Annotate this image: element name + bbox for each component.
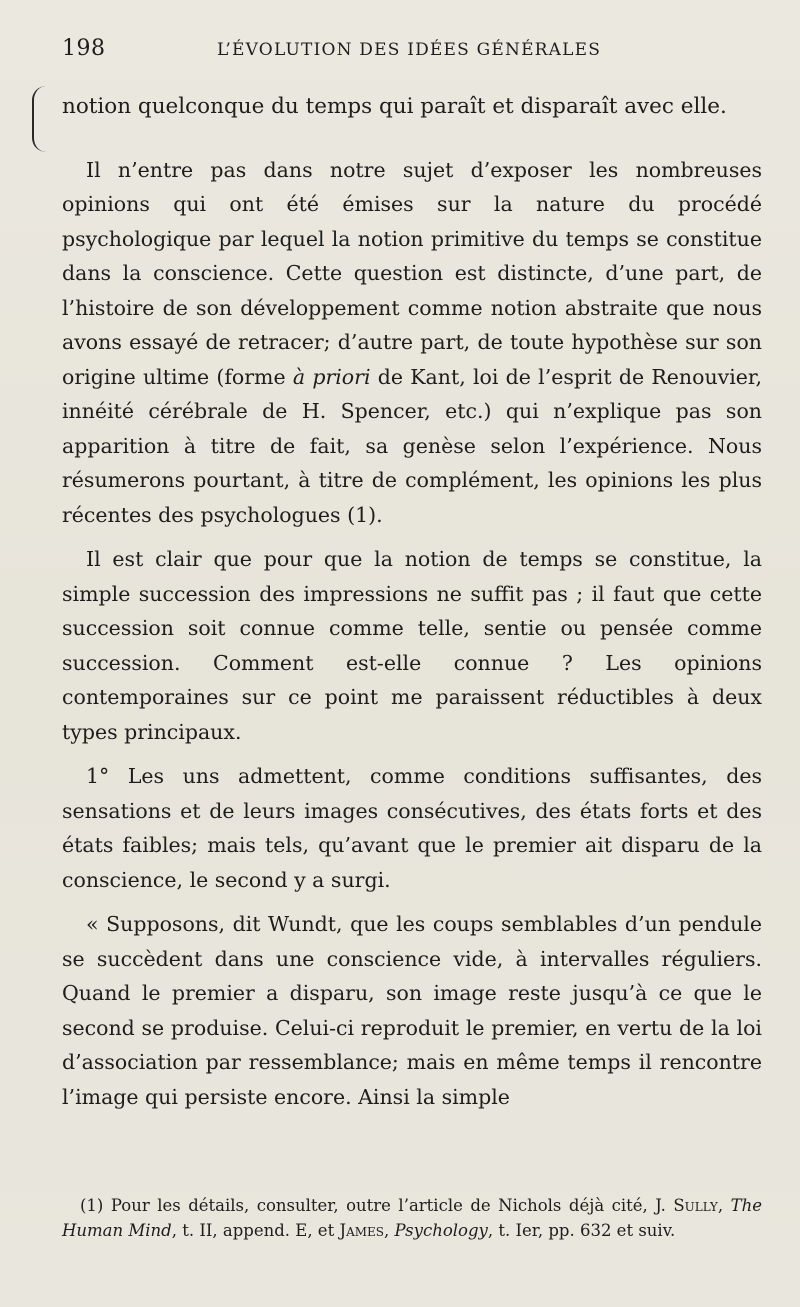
page-number: 198 bbox=[62, 36, 106, 61]
book-title-human-mind: The Human Mind bbox=[62, 1196, 762, 1240]
paragraph-opinions bbox=[62, 153, 762, 533]
paragraph-wundt-quote: « Supposons, dit Wundt, que les coups semblables d’un pendule se succèdent dans une conscience vide, à intervalles réguliers. Quand le premier a disparu, son image reste jusqu’à ce que le second se produise. Celui-ci reproduit le premier, en vertu de la loi d’association par ressemblance; mais en même temps il rencontre l’image qui persiste encore. Ainsi la simple bbox=[62, 912, 762, 1109]
footnote-text: (1) Pour les détails, consulter, outre l’article de Nichols déjà cité, J. bbox=[80, 1196, 674, 1215]
page-header bbox=[62, 36, 760, 66]
paragraph-text: Il n’entre pas dans notre sujet d’exposer les nombreuses opinions qui ont été émises sur la nature du procédé psychologique par lequel la notion primitive du temps se constitue dans la conscience. Cette question est distincte, d’une part, de l’histoire de son développement comme notion abstraite que nous avons essayé de retracer; d’autre part, de toute hypothèse sur son origine ultime (forme bbox=[62, 157, 762, 389]
margin-bracket-mark bbox=[32, 86, 48, 152]
author-sully: Sully bbox=[673, 1196, 718, 1215]
footnotes bbox=[62, 1193, 762, 1243]
footnote-text: , bbox=[717, 1196, 731, 1215]
paragraph-continuation: notion quelconque du temps qui paraît et disparaît avec elle. bbox=[62, 94, 727, 119]
footnote-1 bbox=[62, 1193, 762, 1243]
book-title-psychology: Psychology bbox=[394, 1221, 488, 1240]
paragraph-text: de Kant, loi de l’esprit de Renouvier, innéité cérébrale de H. Spencer, etc.) qui n’explique pas son apparition à titre de fait, sa genèse selon l’expérience. Nous résumerons pourtant, à titre de complément, les opinions les plus récentes des psychologues (1). bbox=[62, 364, 762, 527]
footnote-text: , t. Ier, pp. 632 et suiv. bbox=[487, 1221, 676, 1240]
italic-term: à priori bbox=[292, 364, 371, 389]
footnote-text: , t. II, append. E, et bbox=[171, 1221, 340, 1240]
paragraph-succession: Il est clair que pour que la notion de temps se constitue, la simple succession des impressions ne suffit pas ; il faut que cette succession soit connue comme telle, sentie ou pensée comme succession. Comment est-elle connue ? Les opinions contemporaines sur ce point me paraissent réductibles à deux types principaux. bbox=[62, 547, 762, 744]
paragraph-first-type: 1° Les uns admettent, comme conditions suffisantes, des sensations et de leurs images consécutives, des états forts et des états faibles; mais tels, qu’avant que le premier ait disparu de la conscience, le second y a surgi. bbox=[62, 764, 762, 892]
footnote-text: , bbox=[384, 1221, 395, 1240]
body-text bbox=[62, 90, 762, 1114]
author-james: James bbox=[339, 1221, 385, 1240]
running-title: L’ÉVOLUTION DES IDÉES GÉNÉRALES bbox=[217, 40, 602, 60]
